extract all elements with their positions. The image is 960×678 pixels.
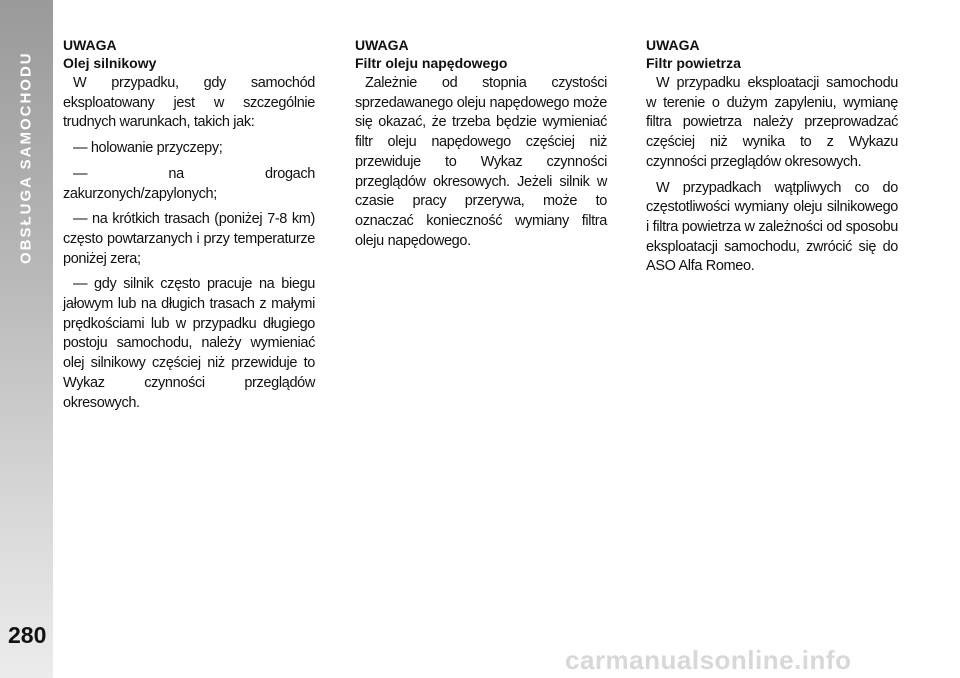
page-number: 280 — [8, 622, 47, 648]
section-subheading: Olej silnikowy — [63, 55, 157, 71]
list-item: — na drogach zakurzonych/zapylonych; — [63, 165, 315, 202]
paragraph: W przypadku eksploatacji samochodu w terenie o dużym zapyleniu, wymianę filtra powietrza należy przeprowadzać częściej niż wynika to z Wykazu czynności przeglądów okresowych. — [646, 75, 898, 170]
column-air-filter — [646, 36, 898, 283]
paragraph: Zależnie od stopnia czystości sprzedawanego oleju napędowego może się okazać, że trzeba będzie wymieniać filtr oleju napędowego częściej niż przewiduje to Wykaz czynności przeglądów okresowych. Jeżeli silnik w czasie pracy przerywa, może to oznaczać konieczność wymiany filtra oleju napędowego. — [355, 75, 607, 249]
column-engine-oil — [63, 36, 315, 419]
warning-heading: UWAGA — [63, 37, 117, 53]
watermark: carmanualsonline.info — [565, 645, 852, 675]
warning-heading: UWAGA — [646, 37, 700, 53]
section-subheading: Filtr powietrza — [646, 55, 741, 71]
column-diesel-filter — [355, 36, 607, 257]
list-item: — gdy silnik często pracuje na biegu jałowym lub na długich trasach z małymi prędkościami lub w przypadku długiego postoju samochodu, należy wymieniać olej silnikowy częściej niż przewiduje to Wykaz czynności przeglądów okresowych. — [63, 276, 315, 411]
sidebar — [0, 0, 53, 678]
paragraph: W przypadku, gdy samochód eksploatowany jest w szczególnie trudnych warunkach, takich jak: — [63, 75, 315, 131]
section-title: OBSŁUGA SAMOCHODU — [17, 51, 35, 265]
warning-heading: UWAGA — [355, 37, 409, 53]
section-subheading: Filtr oleju napędowego — [355, 55, 508, 71]
paragraph: W przypadkach wątpliwych co do częstotliwości wymiany oleju silnikowego i filtra powietrza w zależności od sposobu eksploatacji samochodu, zwrócić się do ASO Alfa Romeo. — [646, 179, 898, 275]
list-item: — na krótkich trasach (poniżej 7-8 km) często powtarzanych i przy temperaturze poniżej zera; — [63, 211, 315, 267]
list-item: — holowanie przyczepy; — [73, 140, 223, 157]
